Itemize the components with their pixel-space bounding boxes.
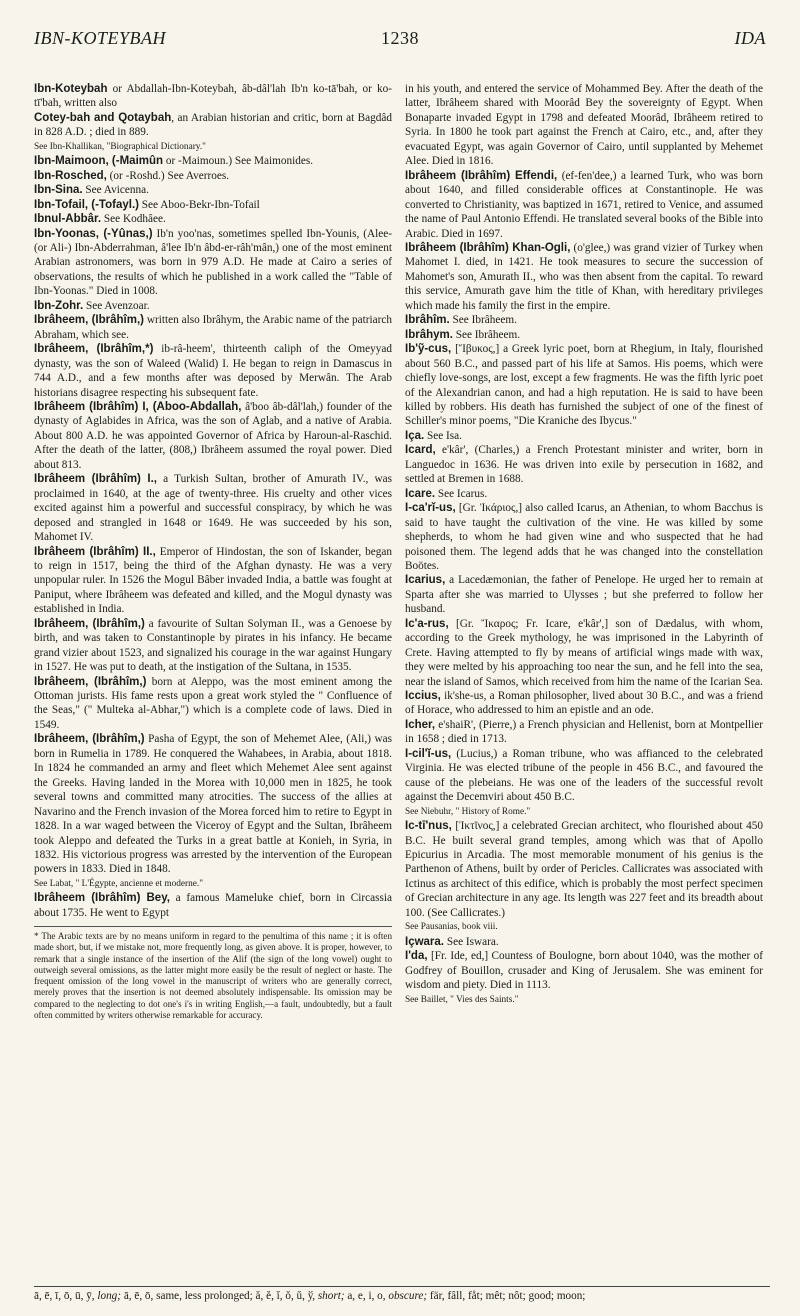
long-label: long;: [97, 1290, 122, 1302]
dictionary-entry: [34, 198, 392, 212]
dictionary-entry: [34, 400, 392, 472]
entry-headword: Ibn-Zohr.: [34, 299, 84, 312]
entry-headword: Ibn-Sina.: [34, 184, 83, 197]
entry-text: a Turkish Sultan, brother of Amurath IV., was proclaimed in 1640, at the age of twenty-three. His cruelty and other vices excited against him a powerful and successful conspiracy, by which he was deposed and strangled in 1648 or 1649. He was succeeded by his son, Mahomet IV.: [34, 473, 392, 544]
obscure-label: obscure;: [388, 1290, 428, 1302]
dictionary-entry: [405, 169, 763, 241]
entry-headword: Ibrâheem, (Ibrâhîm,*): [34, 343, 154, 356]
reference-note: See Labat, " L'Égypte, ancienne et moderne.": [34, 878, 204, 889]
entry-text: in his youth, and entered the service of Mohammed Bey. After the death of the latter, Ibrâheem shared with Moorâd Bey the sovereignty of Egypt. When Bonaparte invaded Egypt in 1798 and defeated Moorâd, Ibrâheem retired to Syria. In 1800 he took part against the French at Cairo, etc., and, after they evacuated Egypt, was again Governor of Cairo, until supplanted by Mehemet Alee. Died in 1816.: [405, 83, 763, 168]
dictionary-entry: [34, 227, 392, 299]
entry-text: See Ibrâheem.: [452, 328, 521, 341]
entry-headword: Icare.: [405, 487, 436, 500]
entry-headword: Ibrâheem (Ibrâhîm) I, (Aboo-Abdallah,: [34, 400, 242, 413]
entry-text: See Aboo-Bekr-Ibn-Tofail: [138, 198, 260, 211]
entry-text: Emperor of Hindostan, the son of Iskander, began to reign in 1517, being the third of the Afghan dynasty. He was a very unpopular ruler. In 1526 the Mogul Bâber invaded India, a battle was fought at Paniput, where Ibrâheem was defeated and killed, and the Mogul dynasty was established in India.: [34, 545, 393, 616]
dictionary-entry: [405, 747, 763, 805]
dictionary-entry: [34, 732, 392, 877]
entry-headword: Ibn-Yoonas, (-Yûnas,): [34, 227, 153, 240]
entry-text: or Abdallah-Ibn-Koteybah, âb-dâl'lah Ib'n ko-tā'bah, or ko-tī'bah, written also: [34, 83, 392, 110]
dictionary-entry: [405, 241, 763, 313]
entry-text: born at Aleppo, was the most eminent among the Ottoman jurists. His fame rests upon a great work styled the " Confluence of the Seas," (" Multeka al-Abhar,") which is a complete code of laws. Died in 1549.: [34, 675, 392, 731]
dictionary-entry: [405, 501, 763, 573]
entry-text: (ef-fen'dee,) a learned Turk, who was born about 1640, and filled considerable offices at Constantinople. He was converted to Christianity, was baptized in 1671, retired to Venice, and assumed the name of Paul Antonio Effendi. He translated several books of the Bible into Arabic. Died in 1697.: [405, 169, 763, 240]
entry-text: [Fr. Ide, ed,] Countess of Boulogne, born about 1040, was the mother of Godfrey of Bouillon, crusader and King of Jerusalem. She was eminent for wisdom and piety. Died in 1113.: [405, 950, 763, 992]
entry-headword: Ibrâheem (Ibrâhîm) Khan-Ogli,: [405, 241, 571, 254]
dictionary-entry: [405, 949, 763, 992]
entry-text: a favourite of Sultan Solyman II., was a Genoese by birth, and was taken to Constantinople by pirates in his infancy. He became grand vizier about 1523, and signalized his courage in the war against Hungary in 1527. He was put to death, at the instigation of the Sultana, in 1535.: [34, 617, 393, 674]
header-right-guideword: IDA: [734, 28, 766, 48]
dictionary-entry: [405, 718, 763, 747]
header-left-guideword: IBN-KOTEYBAH: [34, 28, 166, 48]
entry-text: See Isa.: [424, 429, 462, 442]
entry-text: See Avicenna.: [82, 184, 149, 197]
entry-headword: Icarius,: [405, 574, 446, 587]
entry-headword: Içwara.: [405, 935, 444, 948]
entry-text: Pasha of Egypt, the son of Mehemet Alee, (Ali,) was born in Rumelia in 1789. He conquered the Wahabees, in Arabia, about 1818. In 1824 he commanded an army and fleet which Mehemet Alee sent against the Greeks. Having landed in the Morea with 10,000 men in 1825, he took several towns and committed many atrocities. The success of the allies at Navarino and the French invasion of the Morea forced him to retire to Egypt in 1828. In a war waged between the Viceroy of Egypt and the Sultan, Ibrâheem took Aleppo and defeated the Turks in a great battle at Konieh, in Syria, in 1832. His victorious progress was arrested by the intervention of the European powers in 1833. Died in 1848.: [34, 733, 392, 876]
dictionary-entry: [405, 429, 763, 443]
reference-note: See Baillet, " Vies des Saints.": [405, 994, 519, 1005]
dictionary-entry: [405, 342, 763, 429]
entry-headword: Cotey-bah and Qotaybah: [34, 111, 172, 124]
entry-headword: Ibn-Tofail, (-Tofayl.): [34, 198, 139, 211]
entry-text: ik'she-us, a Roman philosopher, lived about 30 B.C., and was a friend of Horace, who addressed to him an epistle and an ode.: [405, 690, 763, 717]
entry-text: â'boo âb-dâl'lah,) founder of the dynasty of Aglabides in Africa, was the son of Aglab, and a native of Arabia. About 800 A.D. he was appointed Governor of Africa by Haroun-al-Raschid. After the death of the latter, (808,) Ibrâheem assumed the royal power. Died about 813.: [34, 400, 392, 471]
entry-text: See Kodhâee.: [101, 213, 166, 226]
dictionary-entry: [34, 154, 392, 168]
pronunciation-key: [34, 1286, 770, 1302]
reference-note: See Niebuhr, " History of Rome.": [405, 806, 531, 817]
entry-headword: Ibn-Koteybah: [34, 83, 108, 95]
entry-text: , an Arabian historian and critic, born at Bagdâd in 828 A.D. ; died in 889.: [34, 111, 392, 139]
entry-headword: Ibrâheem (Ibrâhîm) Effendi,: [405, 169, 558, 182]
dictionary-entry: [405, 689, 763, 718]
entry-text: Ib'n yoo'nas, sometimes spelled Ibn-Younis, (Alee- (or Ali-) Ibn-Abderrahman, â'lee Ib'n âbd-er-râh'mân,) one of the most eminent Arabian astronomers, was born in 979 A.D. He made at Cairo a series of observations, the results of which he published in a work called the "Table of Ibn-Yoonas." Died in 1008.: [34, 227, 392, 298]
dictionary-entry: [34, 313, 392, 342]
entry-text: (o'glee,) was grand vizier of Turkey when Mahomet I. died, in 1421. He took measures to secure the succession of Mahomet's son, Amurath II., who was then absent from the capital. To reward this service, Amurath gave him the title of Khan, with hereditary privileges which made his family the first in the empire.: [405, 241, 763, 312]
running-header: [34, 28, 766, 52]
entry-headword: I'da,: [405, 950, 428, 963]
dictionary-entry: [34, 675, 392, 733]
entry-text: [Ἴβυκος,] a Greek lyric poet, born at Rhegium, in Italy, flourished about 560 B.C., and passed part of his life at Samos. His poems, which were chiefly love-songs, are lost, except a few fragments. He was the fifth lyric poet of the Alexandrian canon, and had a high reputation. He is said to have been killed by robbers. His death has furnished the subject of one of the finest of Schiller's minor poems, "Die Kraniche des Ibycus.": [405, 343, 763, 428]
entry-headword: Ibrâhym.: [405, 328, 453, 341]
entry-text: e'kâr', (Charles,) a French Protestant minister and writer, born in Languedoc in 1636. He was driven into exile by persecution in 1682, and settled at Bremen in 1688.: [405, 444, 763, 486]
right-column: [405, 82, 763, 1007]
same-marks: ā, ē, ō, same, less prolonged; ă, ĕ, ĭ, ŏ, ŭ, ў,: [123, 1290, 316, 1302]
short-label: short;: [317, 1290, 345, 1302]
dictionary-entry: [405, 328, 763, 342]
dictionary-entry: [405, 313, 763, 327]
entry-headword: Iccius,: [405, 690, 441, 703]
footnote: * The Arabic texts are by no means uniform in regard to the penultima of this name ; it is often made short, but, if we mistake not, more frequently long, as given above. It is proper, however, to remark that a single instance of the insertion of the Alif (the sign of the long vowel) ought to outweigh several omissions, as the latter might more easily be the result of neglect or haste. The frequent omission of the long vowel in the manuscript of writers who are generally correct, merely proves that the insertion is not deemed absolutely indispensable. Its omission may be compared to the neglecting to dot one's i's in writing English,—a fault, undoubtedly, but a fault often committed by writers otherwise remarkable for accuracy.: [34, 926, 392, 1021]
entry-headword: Ibn-Rosched,: [34, 169, 107, 182]
entry-headword: Ibrâheem, (Ibrâhîm,): [34, 675, 147, 688]
entry-text: a famous Mameluke chief, born in Circassia about 1735. He went to Egypt: [34, 892, 392, 919]
dictionary-entry: [34, 299, 392, 313]
entry-text: a Lacedæmonian, the father of Penelope. He urged her to remain at Sparta after she was married to Ulysses ; but she preferred to follow her husband.: [405, 574, 763, 616]
dictionary-entry: [405, 935, 763, 949]
entry-headword: Ibrâheem, (Ibrâhîm,): [34, 733, 145, 746]
entry-text: See Avenzoar.: [83, 299, 150, 312]
entry-text: ib-râ-heem', thirteenth caliph of the Omeyyad dynasty, was the son of Waleed (Walid) I. He began to reign in Damascus in 744 A.D., and a few months after was deposed by Merwân. The Arab historians disagree respecting his subsequent fate.: [34, 343, 392, 399]
reference-note: See Ibn-Khallikan, "Biographical Dictionary.": [34, 141, 206, 152]
entry-text: [Ἰκτῖνος,] a celebrated Grecian architect, who flourished about 450 B.C. He built several grand temples, among which was that of Apollo Epicurius in Arcadia. The most memorable monument of his genius is the Parthenon of Athens, built by order of Pericles. Callicrates was associated with Ictinus as architect of this edifice, which is probably the most perfect specimen of Grecian architecture in any age. Its length was 227 feet and its breadth about 100. (See Callicrates.): [405, 820, 763, 919]
entry-headword: I-cil'ĭ-us,: [405, 747, 452, 760]
dictionary-entry: [405, 443, 763, 486]
dictionary-entry: [405, 819, 763, 920]
entry-headword: Ibrâheem (Ibrâhîm) II.,: [34, 545, 156, 558]
entry-headword: Ibrâheem (Ibrâhîm) I.,: [34, 473, 157, 486]
entry-text: See Ibrâheem.: [449, 314, 517, 327]
entry-text: (Lucius,) a Roman tribune, who was affianced to the celebrated Virginia. He was elected tribune of the people in 456 B.C., and favoured the cause of the plebeians. He was one of the leaders of the successful revolt against the Decemviri about 450 B.C.: [405, 747, 763, 804]
entry-text: See Icarus.: [435, 487, 488, 500]
dictionary-entry: [34, 111, 392, 140]
entry-headword: Iça.: [405, 429, 425, 442]
entry-text: or -Maimoun.) See Maimonides.: [163, 155, 314, 168]
dictionary-entry: [34, 472, 392, 544]
dictionary-entry: [34, 617, 392, 675]
entry-headword: Ic'a-rus,: [405, 617, 449, 630]
entry-headword: Ibrâheem (Ibrâhîm) Bey,: [34, 892, 170, 905]
obscure-marks: a, e, i, o,: [347, 1290, 386, 1302]
dictionary-entry: [34, 891, 392, 920]
entry-headword: I-ca'rĭ-us,: [405, 502, 456, 515]
dictionary-entry: [34, 342, 392, 400]
entry-headword: Ibrâheem, (Ibrâhîm,): [34, 314, 144, 327]
entry-headword: Ic-tī'nus,: [405, 820, 452, 833]
dictionary-entry: [34, 183, 392, 197]
dictionary-entry: [405, 82, 763, 169]
entry-text: written also Ibrâhym, the Arabic name of the patriarch Abraham, which see.: [34, 314, 392, 341]
dictionary-entry: [34, 212, 392, 226]
entry-headword: Ibrâheem, (Ibrâhîm,): [34, 617, 145, 630]
dictionary-entry: [34, 545, 392, 617]
left-column: [34, 82, 392, 1021]
dictionary-entry: [405, 573, 763, 616]
entry-text: [Gr. Ἴκαρος; Fr. Icare, e'kâr',] son of Dædalus, with whom, according to the Greek mythology, he was imprisoned in the Labyrinth of Crete. Having attempted to fly by means of artificial wings made with wax, they were melted by his approaching too near the sun, and he fell into the sea, near the island of Samos, which received from him the name of the Icarian Sea.: [405, 617, 763, 688]
entry-headword: Ibnul-Abbâr.: [34, 213, 102, 226]
entry-text: [Gr. Ἰκάριος,] also called Icarus, an Athenian, to whom Bacchus is said to have taught the cultivation of the vine. He was killed by some shepherds, to whom he had given wine and who suspected that he had poisoned them. The legend adds that he was changed into the constellation Boötes.: [405, 502, 763, 572]
dictionary-entry: [405, 487, 763, 501]
entry-headword: Ibn-Maimoon, (-Maimûn: [34, 155, 164, 168]
dictionary-entry: [34, 82, 392, 111]
entry-headword: Icher,: [405, 718, 436, 731]
example-words: fär, fâll, fåt; mêt; nôt; good; moon;: [429, 1290, 586, 1302]
entry-text: (or -Roshd.) See Averroes.: [106, 169, 230, 182]
entry-headword: Ib'ỹ-cus,: [405, 343, 452, 356]
entry-text: See Iswara.: [444, 935, 499, 948]
entry-headword: Ibrâhîm.: [405, 314, 450, 327]
dictionary-entry: [34, 169, 392, 183]
page-number: 1238: [381, 28, 419, 48]
long-vowels: ā, ē, ī, ō, ū, ȳ,: [34, 1290, 95, 1302]
reference-note: See Pausanias, book viii.: [405, 922, 498, 933]
entry-text: e'shaiR', (Pierre,) a French physician and Hellenist, born at Montpellier in 1658 ; died in 1713.: [405, 718, 763, 746]
entry-headword: Icard,: [405, 444, 436, 457]
dictionary-entry: [405, 617, 763, 689]
